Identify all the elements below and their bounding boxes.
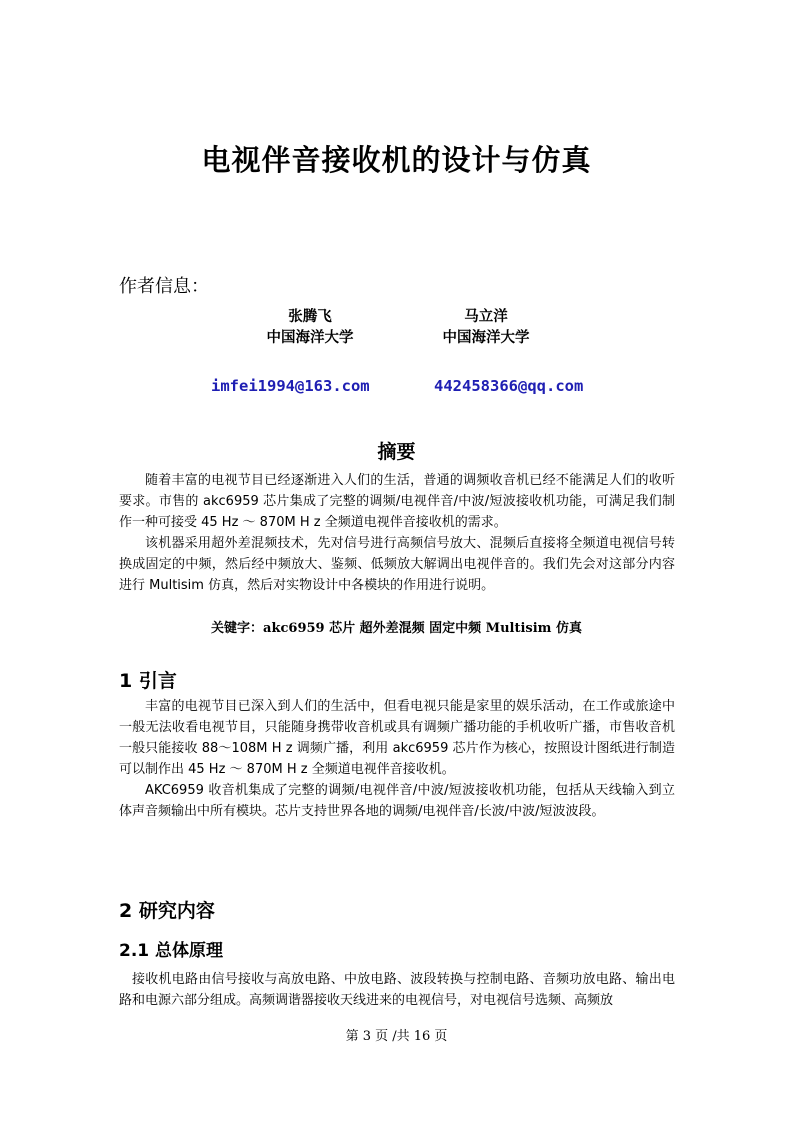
abstract-heading: 摘要 xyxy=(377,441,416,463)
intro-paragraph-1: 丰富的电视节目已深入到人们的生活中，但看电视只能是家里的娱乐活动，在工作或旅途中一般无法收看电视节目，只能随身携带收音机或具有调频广播功能的手机收听广播，市售收音机一般只能接收 88～108M H z 调频广播，利用 akc6959 芯片作为核心，按照设计图纸进行制造可以制作出 45 Hz ～ 870M H z 全频道电视伴音接收机。 xyxy=(119,699,675,777)
abstract-paragraph-2: 该机器采用超外差混频技术，先对信号进行高频信号放大、混频后直接将全频道电视信号转换成固定的中频，然后经中频放大、鉴频、低频放大解调出电视伴音的。我们先会对这部分内容进行 Multisim 仿真，然后对实物设计中各模块的作用进行说明。 xyxy=(119,536,675,593)
subsection-heading-principle: 2.1 总体原理 xyxy=(119,941,224,961)
abstract-paragraph-1: 随着丰富的电视节目已经逐渐进入人们的生活，普通的调频收音机已经不能满足人们的收听要求。市售的 akc6959 芯片集成了完整的调频/电视伴音/中波/短波接收机功能，可满足我们制作一种可接受 45 Hz ～ 870M H z 全频道电视伴音接收机的需求。 xyxy=(119,473,675,530)
author-name-1: 张腾飞 xyxy=(288,309,332,325)
author-info-label: 作者信息： xyxy=(119,276,209,297)
keywords: 关键字：akc6959 芯片 超外差混频 固定中频 Multisim 仿真 xyxy=(211,621,582,636)
intro-paragraph-2: AKC6959 收音机集成了完整的调频/电视伴音/中波/短波接收机功能，包括从天线输入到立体声音频输出中所有模块。芯片支持世界各地的调频/电视伴音/长波/中波/短波波段。 xyxy=(119,783,675,819)
page-footer: 第 3 页 /共 16 页 xyxy=(345,1029,448,1044)
section-heading-research: 2 研究内容 xyxy=(119,900,215,922)
author-affiliation-2: 中国海洋大学 xyxy=(442,330,530,346)
author-email-2[interactable]: 442458366@qq.com xyxy=(434,377,584,395)
author-name-2: 马立洋 xyxy=(464,309,508,325)
author-affiliation-1: 中国海洋大学 xyxy=(266,330,354,346)
paper-title: 电视伴音接收机的设计与仿真 xyxy=(201,143,592,177)
author-email-1[interactable]: imfei1994@163.com xyxy=(211,377,370,395)
section-heading-intro: 1 引言 xyxy=(119,670,177,692)
principle-paragraph-1: 接收机电路由信号接收与高放电路、中放电路、波段转换与控制电路、音频功放电路、输出电路和电源六部分组成。高频调谐器接收天线进来的电视信号，对电视信号选频、高频放 xyxy=(119,972,675,1008)
